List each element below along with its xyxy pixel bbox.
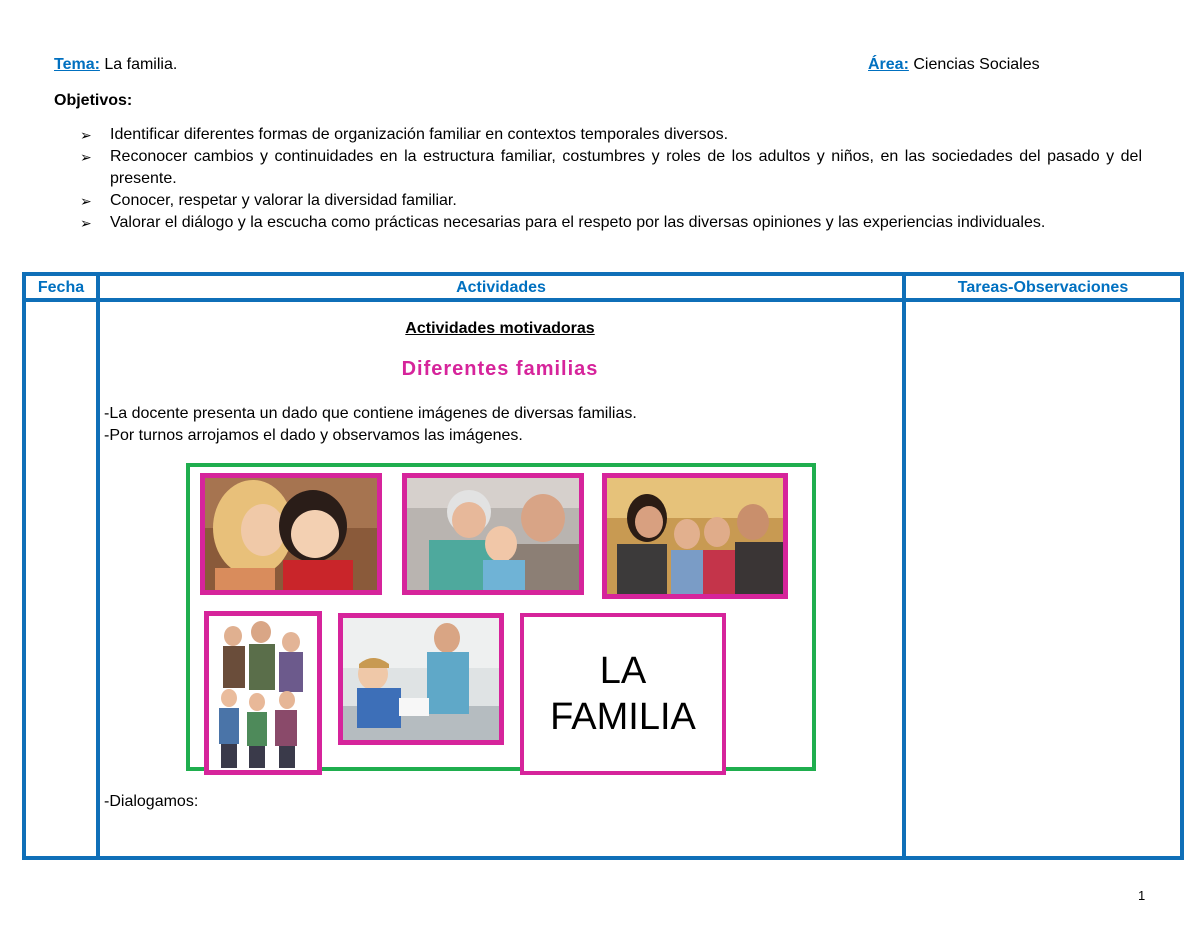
activity-subtitle: Diferentes familias (401, 358, 599, 380)
header-fecha: Fecha (37, 279, 85, 296)
photo-father-son-kitchen (338, 613, 504, 745)
objective-item: ➢ Valorar el diálogo y la escucha como prácticas necesarias para el respeto por las diversas opiniones y las experiencias individuales. (78, 212, 1142, 234)
column-divider (902, 276, 906, 856)
la-familia-label (520, 613, 726, 775)
objective-item: ➢ Identificar diferentes formas de organización familiar en contextos temporales diversos. (78, 124, 1142, 146)
header-tareas: Tareas-Observaciones (957, 279, 1129, 296)
la-familia-line1: LA (599, 650, 647, 692)
header-actividades: Actividades (456, 279, 546, 296)
area-line (868, 56, 1040, 74)
area-value: Ciencias Sociales (908, 56, 1040, 73)
arrow-bullet-icon: ➢ (80, 127, 92, 143)
header-divider (26, 298, 1180, 302)
photo-mother-child (200, 473, 382, 595)
activity-title: Actividades motivadoras (405, 320, 595, 337)
objective-item: ➢ Conocer, respetar y valorar la diversidad familiar. (78, 190, 1142, 212)
objectives-list (78, 124, 1142, 234)
arrow-bullet-icon: ➢ (80, 215, 92, 231)
arrow-bullet-icon: ➢ (80, 149, 92, 165)
dialog-text: -Dialogamos: (104, 793, 199, 810)
tema-label: Tema: (54, 56, 100, 73)
arrow-bullet-icon: ➢ (80, 193, 92, 209)
tema-line (54, 56, 177, 74)
paragraph: -La docente presenta un dado que contiene imágenes de diversas familias. (104, 405, 637, 422)
photo-large-family (204, 611, 322, 775)
la-familia-line2: FAMILIA (550, 696, 696, 738)
page-number: 1 (1138, 888, 1146, 903)
tema-value: La familia. (99, 56, 178, 73)
family-collage (186, 463, 816, 771)
objective-item: ➢ Reconocer cambios y continuidades en la estructura familiar, costumbres y roles de los adultos y niños, en las sociedades del pasado y del presente. (80, 148, 1142, 187)
objectives-title: Objetivos: (54, 92, 133, 109)
paragraph: -Por turnos arrojamos el dado y observamos las imágenes. (104, 427, 523, 444)
photo-grandparents (402, 473, 584, 595)
photo-family-outdoors (602, 473, 788, 599)
area-label: Área: (868, 56, 909, 73)
